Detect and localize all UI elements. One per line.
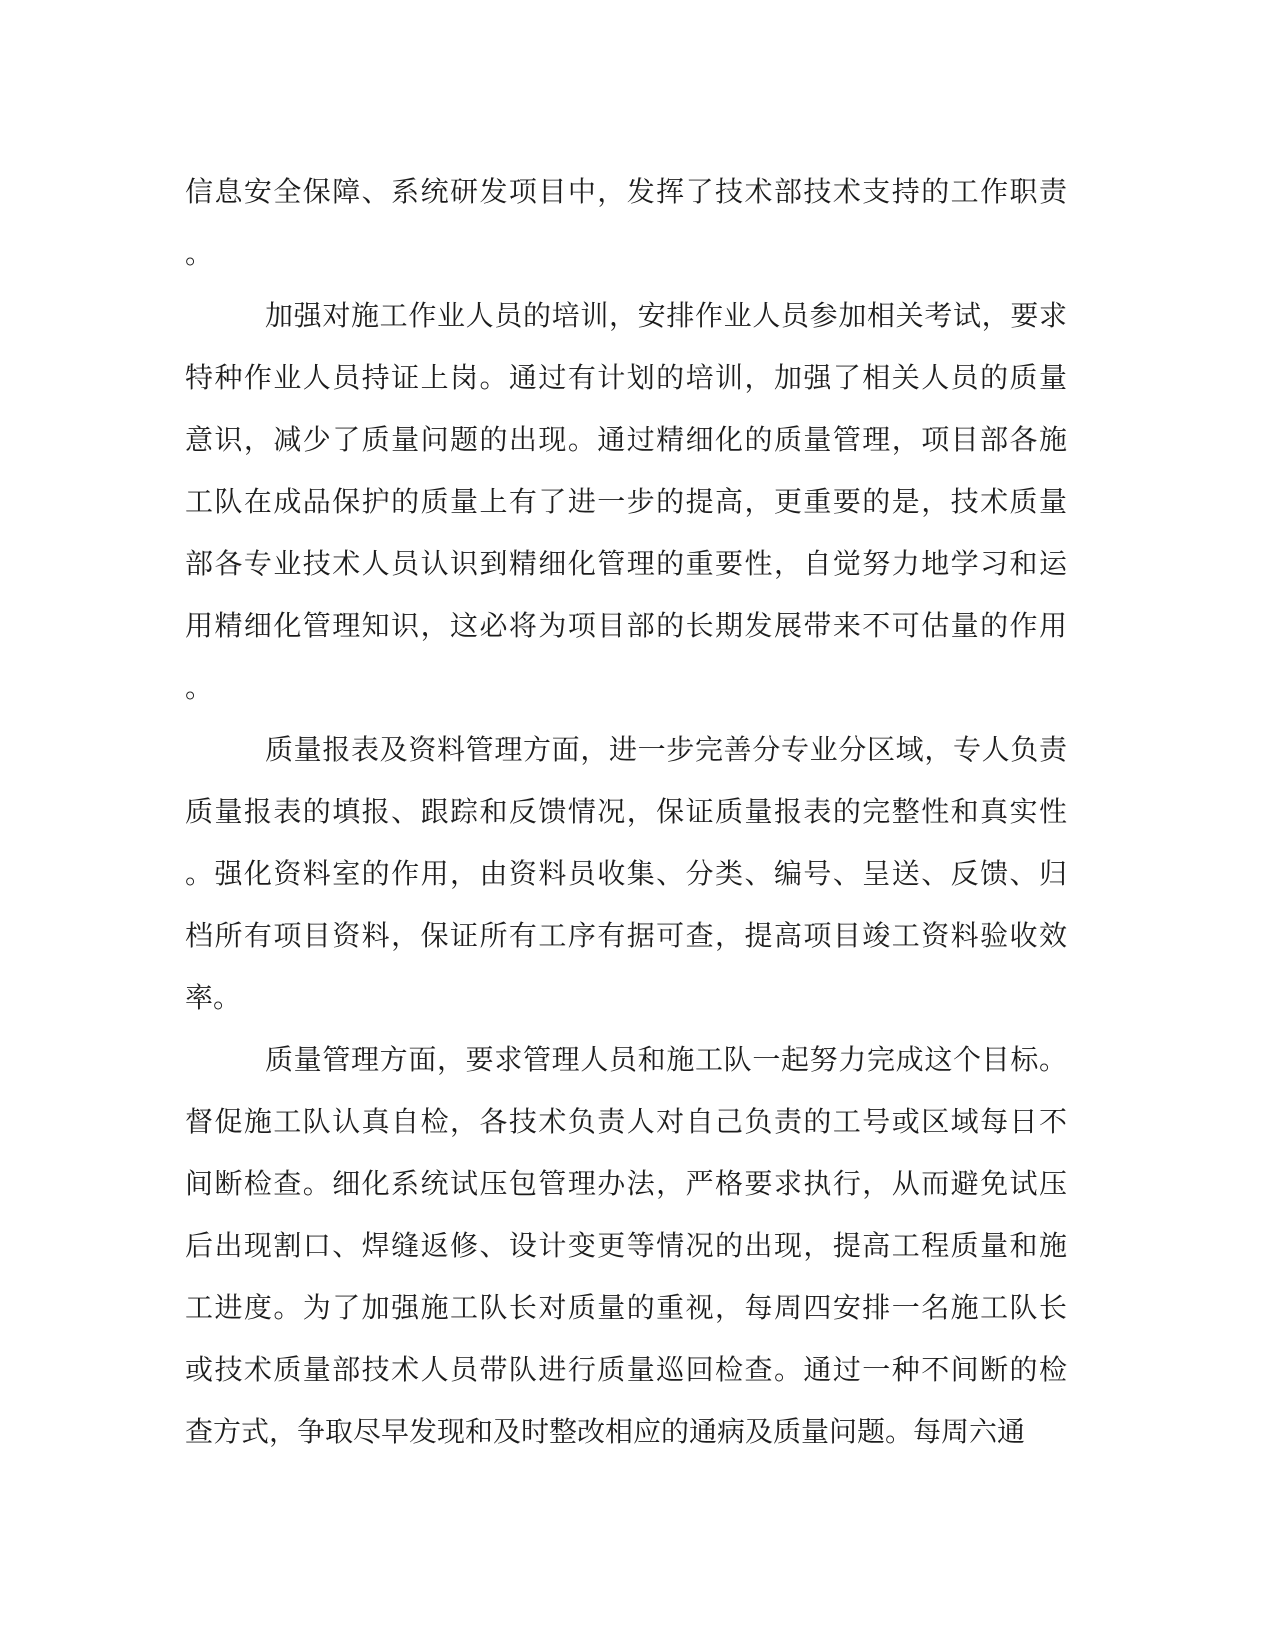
text-line: 工进度。为了加强施工队长对质量的重视，每周四安排一名施工队长 [185, 1293, 1067, 1324]
text-line: 。 [185, 239, 214, 270]
text-line: 工队在成品保护的质量上有了进一步的提高，更重要的是，技术质量 [185, 487, 1067, 518]
text-line: 意识，减少了质量问题的出现。通过精细化的质量管理，项目部各施 [185, 425, 1067, 456]
text-line: 信息安全保障、系统研发项目中，发挥了技术部技术支持的工作职责 [185, 177, 1067, 208]
text-line: 率。 [185, 983, 242, 1014]
text-line: 档所有项目资料，保证所有工序有据可查，提高项目竣工资料验收效 [185, 921, 1067, 952]
text-line: 查方式，争取尽早发现和及时整改相应的通病及质量问题。每周六通 [185, 1417, 1026, 1448]
text-line: 督促施工队认真自检，各技术负责人对自己负责的工号或区域每日不 [185, 1107, 1067, 1138]
document-text-body [185, 162, 1067, 1464]
text-line: 特种作业人员持证上岗。通过有计划的培训，加强了相关人员的质量 [185, 363, 1067, 394]
text-line: 用精细化管理知识，这必将为项目部的长期发展带来不可估量的作用 [185, 611, 1067, 642]
text-line: 质量报表及资料管理方面，进一步完善分专业分区域，专人负责 [265, 735, 1067, 766]
paragraph [185, 286, 1067, 720]
paragraph [185, 1030, 1067, 1464]
paragraph [185, 720, 1067, 1030]
text-line: 质量报表的填报、跟踪和反馈情况，保证质量报表的完整性和真实性 [185, 797, 1067, 828]
text-line: 后出现割口、焊缝返修、设计变更等情况的出现，提高工程质量和施 [185, 1231, 1067, 1262]
text-line: 。强化资料室的作用，由资料员收集、分类、编号、呈送、反馈、归 [185, 859, 1067, 890]
text-line: 部各专业技术人员认识到精细化管理的重要性，自觉努力地学习和运 [185, 549, 1067, 580]
text-line: 加强对施工作业人员的培训，安排作业人员参加相关考试，要求 [265, 301, 1067, 332]
text-line: 质量管理方面，要求管理人员和施工队一起努力完成这个目标。 [265, 1045, 1067, 1076]
text-line: 间断检查。细化系统试压包管理办法，严格要求执行，从而避免试压 [185, 1169, 1067, 1200]
text-line: 。 [185, 673, 214, 704]
text-line: 或技术质量部技术人员带队进行质量巡回检查。通过一种不间断的检 [185, 1355, 1067, 1386]
paragraph [185, 162, 1067, 286]
